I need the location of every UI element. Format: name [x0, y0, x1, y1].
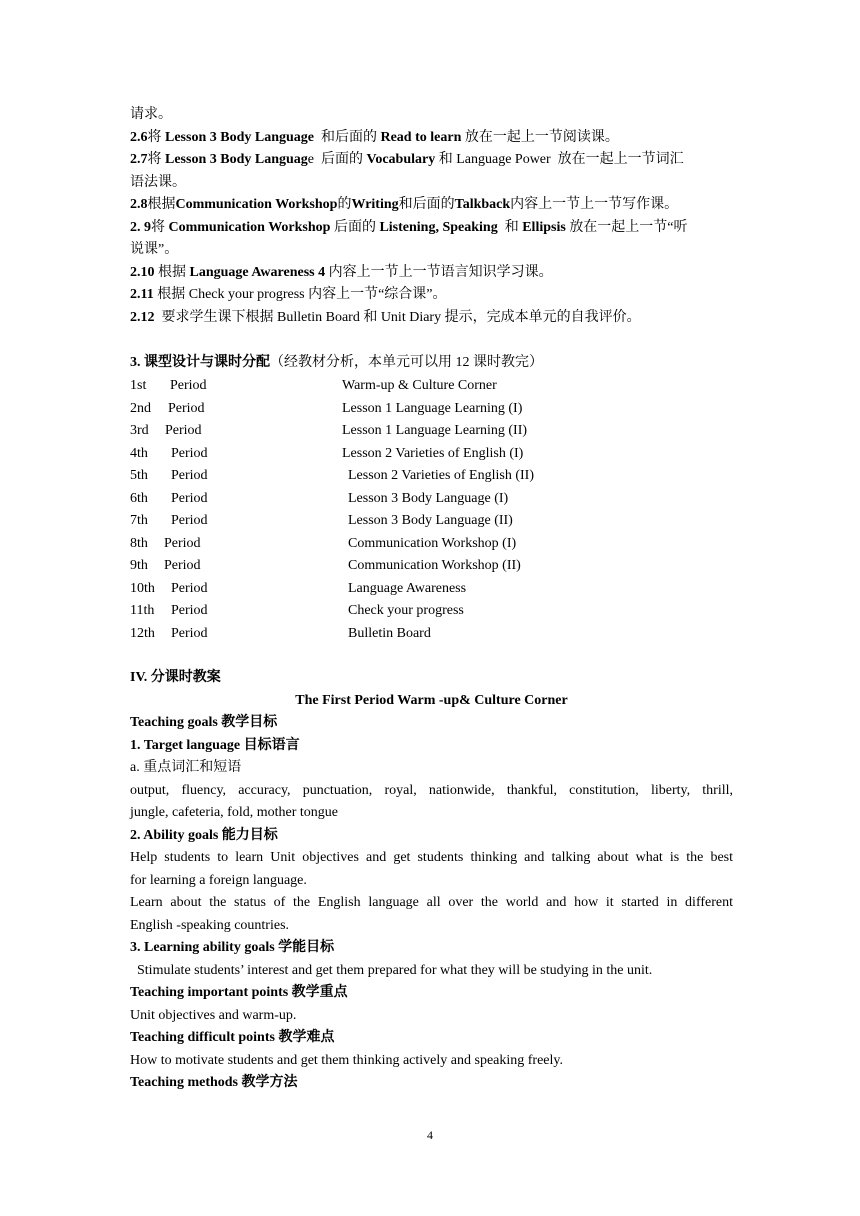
page-number: 4	[427, 1128, 433, 1142]
step-line	[130, 262, 553, 284]
period-word: Period	[171, 490, 208, 506]
step-number: 2.10	[130, 264, 155, 280]
step-line	[130, 239, 178, 261]
period-row	[130, 510, 733, 532]
period-content: Lesson 3 Body Language (II)	[348, 513, 513, 528]
period-subtitle: The First Period Warm -up& Culture Corner	[295, 693, 568, 708]
period-number: 4th	[130, 445, 148, 461]
period-content: Lesson 1 Language Learning (I)	[342, 400, 523, 416]
step-line	[130, 172, 186, 194]
step-text: 语法课。	[130, 174, 186, 190]
section3-heading	[130, 352, 543, 374]
step-text: 将	[147, 152, 165, 167]
period-word: Period	[171, 513, 208, 528]
step-bold-text: Lesson 3 Body Languag	[165, 152, 308, 167]
period-row	[130, 488, 733, 510]
teaching-goals-heading: Teaching goals 教学目标	[130, 715, 278, 730]
step-text: 放在一起上一节阅读课。	[461, 129, 619, 145]
period-word: Period	[171, 625, 208, 641]
period-number: 8th	[130, 535, 148, 551]
step-bold-text: Read to learn	[380, 129, 462, 145]
step-line	[130, 284, 447, 306]
ability-goals-line-4: English -speaking countries.	[130, 918, 290, 933]
period-number: 3rd	[130, 423, 149, 438]
step-text: 根据	[154, 264, 190, 280]
important-points-heading: Teaching important points 教学重点	[130, 985, 348, 1000]
period-word: Period	[164, 558, 201, 573]
step-text: 和	[497, 219, 523, 235]
continued-text: 请求。	[130, 107, 172, 122]
period-content: Communication Workshop (I)	[348, 535, 517, 551]
section3-title: 3. 课型设计与课时分配	[130, 355, 270, 370]
period-row	[130, 623, 733, 645]
difficult-points-heading: Teaching difficult points 教学难点	[130, 1030, 335, 1045]
step-bold-text: Communication Workshop	[175, 197, 338, 212]
step-line	[130, 307, 641, 329]
step-line	[130, 217, 688, 239]
step-text: 和 Language Power 放在一起上一节词汇	[435, 152, 684, 167]
section3-note: （经教材分析，本单元可以用 12 课时教完）	[270, 355, 543, 370]
vocab-line-2: jungle, cafeteria, fold, mother tongue	[130, 805, 338, 820]
period-row	[130, 443, 733, 465]
period-row	[130, 420, 733, 442]
learning-ability-line: Stimulate students’ interest and get them prepared for what they will be studying in the unit.	[130, 963, 653, 978]
step-line	[130, 149, 684, 171]
period-content: Communication Workshop (II)	[348, 558, 521, 573]
step-text: 内容上一节上一节写作课。	[510, 197, 679, 212]
target-language-heading: 1. Target language 目标语言	[130, 738, 300, 753]
step-text: e 后面的	[307, 152, 367, 167]
period-word: Period	[168, 400, 205, 416]
difficult-points-line: How to motivate students and get them thinking actively and speaking freely.	[130, 1053, 563, 1068]
step-number: 2.12	[130, 309, 155, 325]
step-line	[130, 127, 619, 149]
period-number: 1st	[130, 378, 147, 393]
period-row	[130, 600, 733, 622]
step-text: 后面的	[330, 219, 380, 235]
step-number: 2.6	[130, 129, 148, 145]
step-bold-text: Lesson 3 Body Language	[165, 129, 314, 145]
step-text: 根据 Check your progress 内容上一节“综合课”。	[153, 287, 447, 302]
step-bold-text: Writing	[351, 197, 399, 212]
period-word: Period	[171, 445, 208, 461]
step-text: 的	[337, 197, 352, 212]
period-content: Lesson 2 Varieties of English (I)	[342, 445, 524, 461]
period-word: Period	[171, 468, 208, 483]
step-number: 2.7	[130, 152, 148, 167]
step-bold-text: Listening, Speaking	[379, 219, 498, 235]
step-text: 根据	[147, 197, 176, 212]
step-text: 和后面的	[313, 129, 381, 145]
period-word: Period	[171, 603, 208, 618]
period-row	[130, 555, 733, 577]
ability-goals-line-2: for learning a foreign language.	[130, 873, 307, 888]
period-number: 7th	[130, 513, 148, 528]
learning-ability-heading: 3. Learning ability goals 学能目标	[130, 940, 335, 955]
ability-goals-line-3: Learn about the status of the English language all over the world and how it started in different	[130, 895, 733, 910]
step-text: 放在一起上一节“听	[565, 219, 688, 235]
period-content: Lesson 2 Varieties of English (II)	[348, 468, 534, 483]
period-content: Warm-up & Culture Corner	[342, 378, 497, 393]
step-line	[130, 194, 678, 216]
period-number: 12th	[130, 625, 155, 641]
step-bold-text: Communication Workshop	[168, 219, 331, 235]
step-text: 将	[147, 129, 165, 145]
period-content: Bulletin Board	[348, 625, 431, 641]
step-text: 将	[151, 219, 169, 235]
vocab-subheading: a. 重点词汇和短语	[130, 760, 242, 775]
period-word: Period	[170, 378, 207, 393]
step-bold-text: Language Awareness 4	[189, 264, 326, 280]
step-number: 2.11	[130, 287, 154, 302]
period-number: 2nd	[130, 400, 151, 416]
step-number: 2.8	[130, 197, 148, 212]
period-word: Period	[171, 580, 208, 596]
step-bold-text: Talkback	[454, 197, 511, 212]
step-text: 要求学生课下根据 Bulletin Board 和 Unit Diary 提示，完成本单元的自我评价。	[154, 309, 641, 325]
vocab-line-1: output, fluency, accuracy, punctuation, royal, nationwide, thankful, constitution, liberty, thrill,	[130, 783, 733, 798]
period-content: Lesson 3 Body Language (I)	[348, 490, 509, 506]
period-word: Period	[164, 535, 201, 551]
section4-heading: IV. 分课时教案	[130, 670, 221, 685]
period-row	[130, 578, 733, 600]
period-content: Lesson 1 Language Learning (II)	[342, 423, 528, 438]
period-number: 9th	[130, 558, 148, 573]
step-bold-text: Vocabulary	[366, 152, 436, 167]
period-row	[130, 398, 733, 420]
period-row	[130, 533, 733, 555]
period-content: Language Awareness	[348, 580, 467, 596]
period-row	[130, 465, 733, 487]
period-number: 6th	[130, 490, 148, 506]
step-text: 内容上一节上一节语言知识学习课。	[325, 264, 553, 280]
important-points-line: Unit objectives and warm-up.	[130, 1008, 297, 1023]
ability-goals-heading: 2. Ability goals 能力目标	[130, 828, 278, 843]
step-text: 说课”。	[130, 242, 179, 257]
step-bold-text: Ellipsis	[522, 219, 566, 235]
period-number: 5th	[130, 468, 148, 483]
step-number: 2. 9	[130, 219, 151, 235]
step-text: 和后面的	[398, 197, 455, 212]
ability-goals-line-1: Help students to learn Unit objectives and get students thinking and talking about what is the best	[130, 850, 733, 865]
period-row	[130, 375, 733, 397]
period-word: Period	[165, 423, 202, 438]
period-content: Check your progress	[348, 603, 464, 618]
period-number: 10th	[130, 580, 155, 596]
teaching-methods-heading: Teaching methods 教学方法	[130, 1075, 298, 1090]
period-number: 11th	[130, 603, 155, 618]
